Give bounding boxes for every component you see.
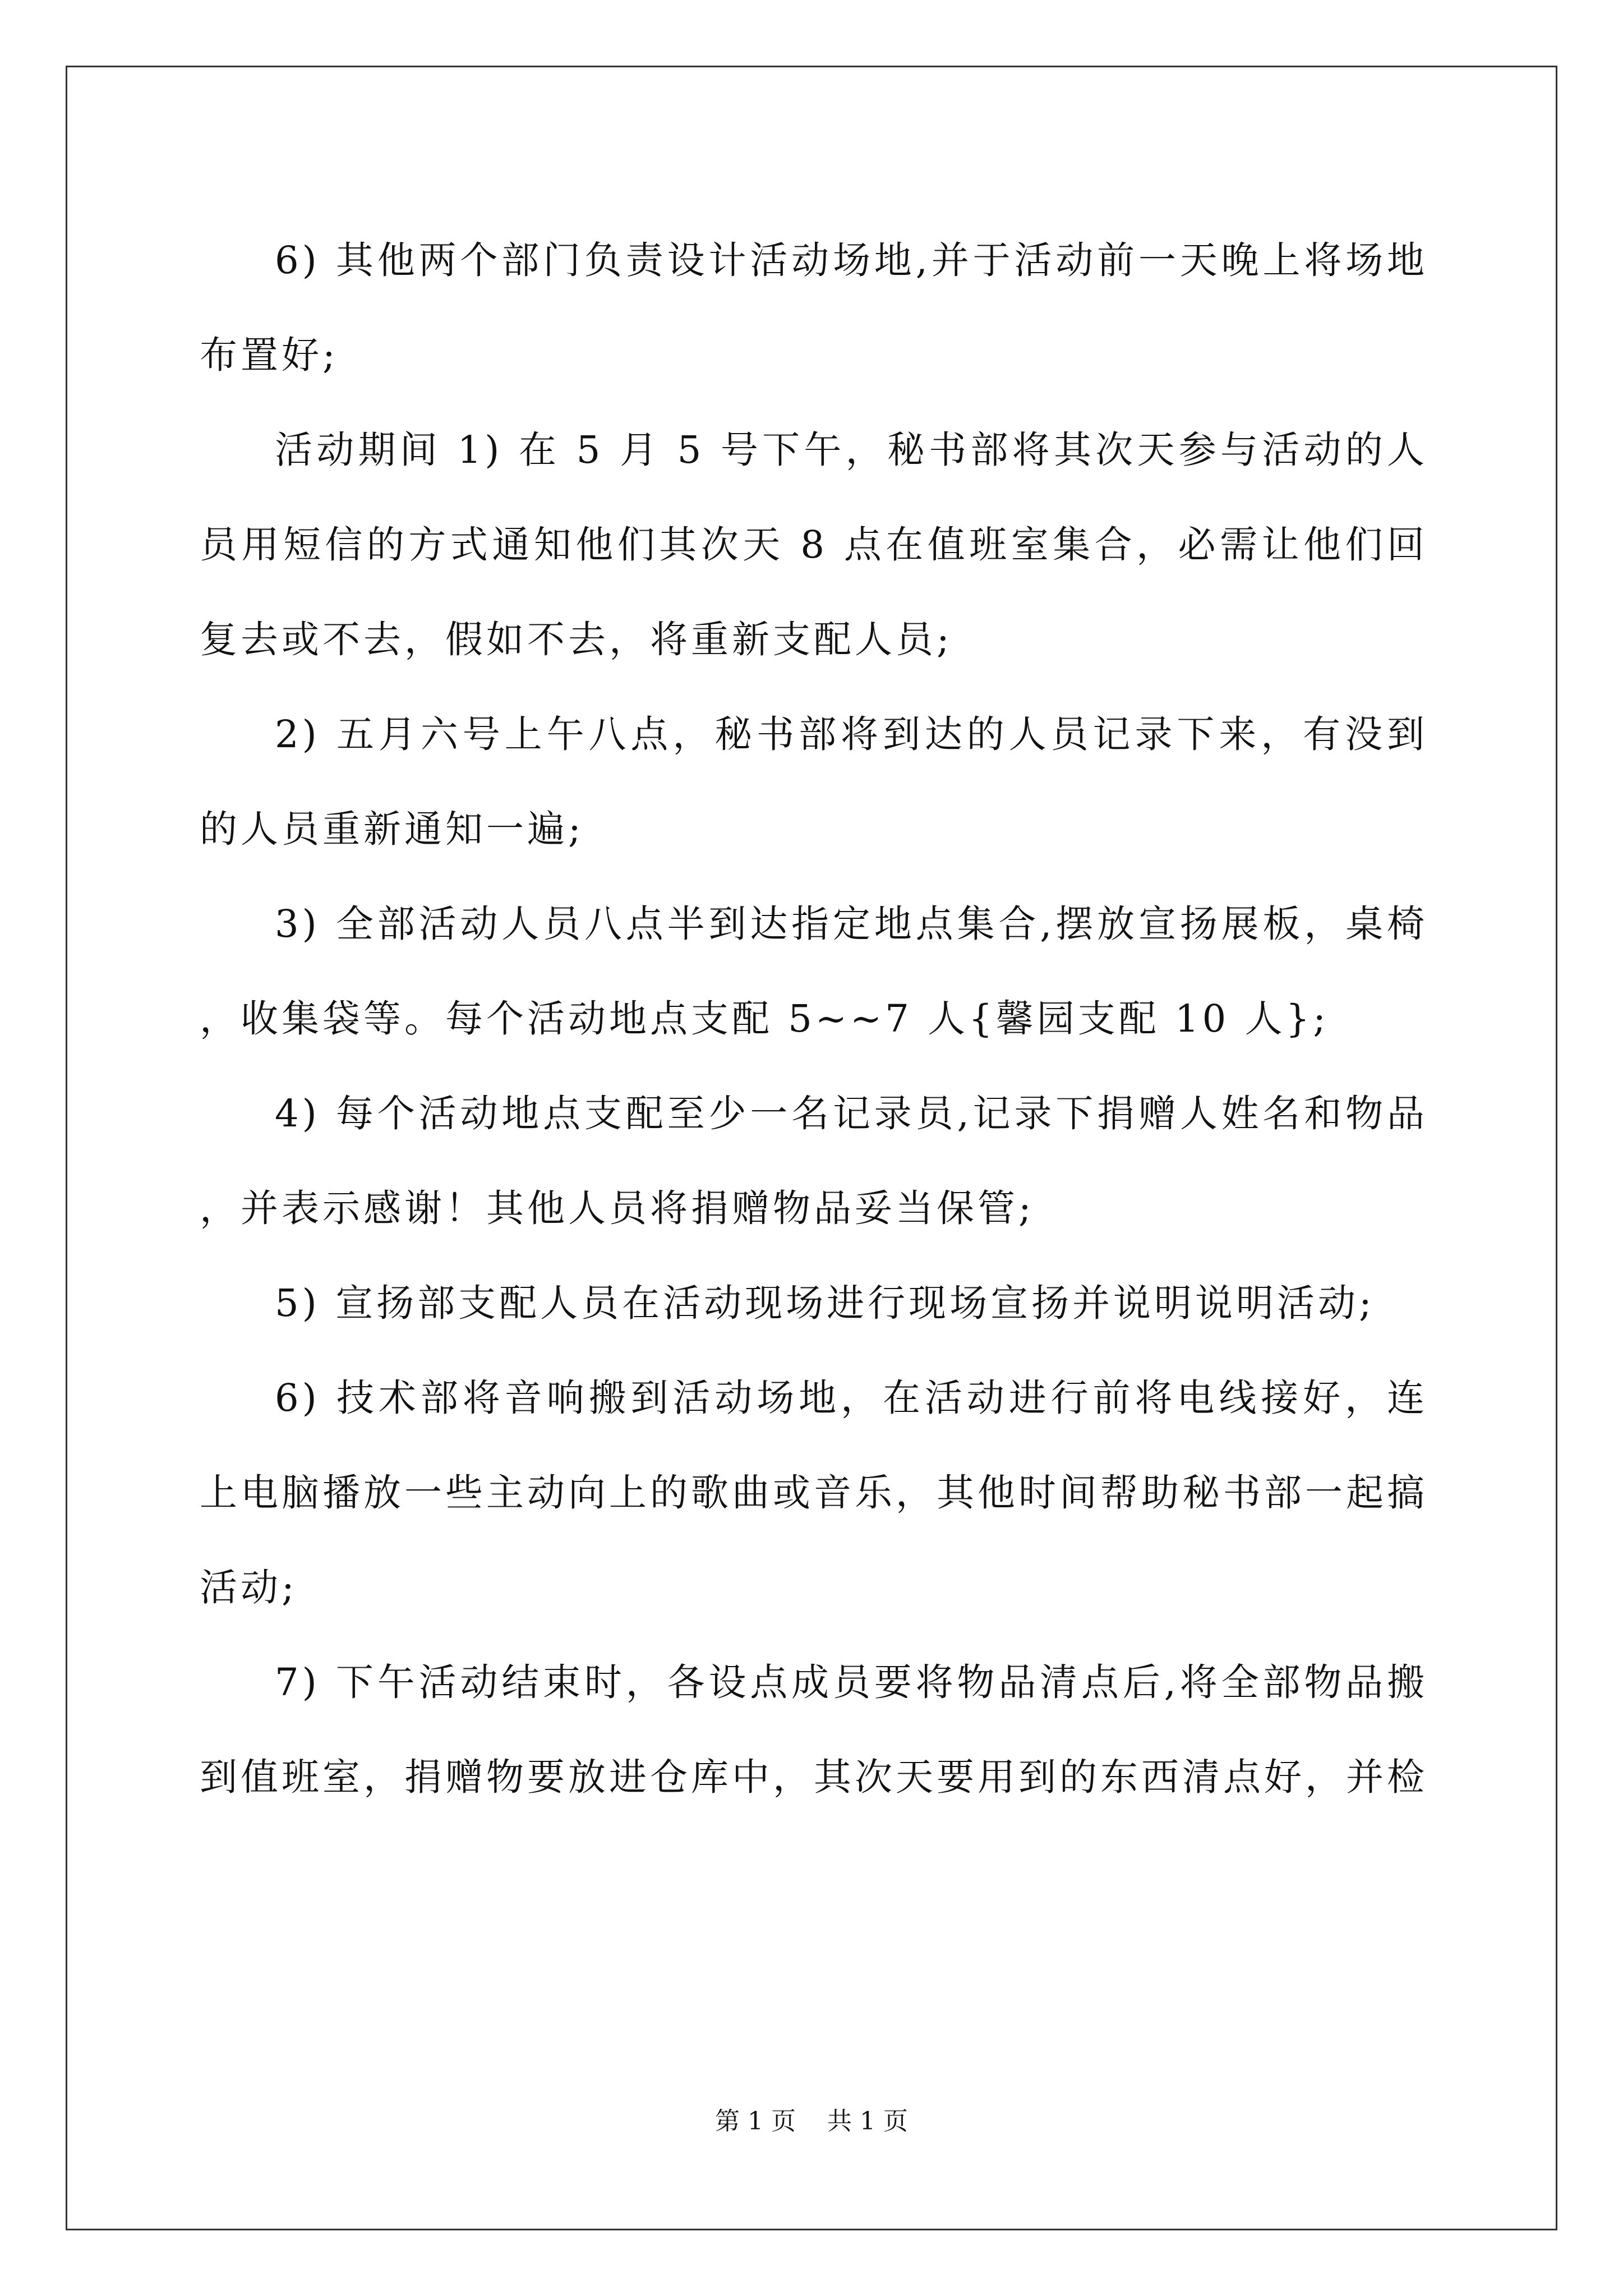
paragraph-2: 活动期间 1) 在 5 月 5 号下午，秘书部将其次天参与活动的人员用短信的方式通知他们其次天 8 点在值班室集合，必需让他们回复去或不去，假如不去，将重新支配人员;	[200, 428, 1428, 661]
document-body	[200, 213, 1428, 1825]
paragraph-3: 2) 五月六号上午八点，秘书部将到达的人员记录下来，有没到的人员重新通知一遍;	[200, 712, 1428, 851]
paragraph-6: 5) 宣扬部支配人员在活动现场进行现场宣扬并说明说明活动;	[275, 1281, 1375, 1325]
page-footer: 第 1 页 共 1 页	[715, 2107, 908, 2136]
paragraph-7: 6) 技术部将音响搬到活动场地，在活动进行前将电线接好，连上电脑播放一些主动向上的歌曲或音乐，其他时间帮助秘书部一起搞活动;	[200, 1376, 1428, 1609]
paragraph-8: 7) 下午活动结束时，各设点成员要将物品清点后,将全部物品搬到值班室，捐赠物要放进仓库中，其次天要用到的东西清点好，并检	[200, 1660, 1428, 1799]
paragraph-5: 4) 每个活动地点支配至少一名记录员,记录下捐赠人姓名和物品，并表示感谢！其他人员将捐赠物品妥当保管;	[200, 1092, 1428, 1230]
paragraph-1: 6) 其他两个部门负责设计活动场地,并于活动前一天晚上将场地布置好;	[200, 238, 1428, 377]
paragraph-4: 3) 全部活动人员八点半到达指定地点集合,摆放宣扬展板，桌椅，收集袋等。每个活动地点支配 5~~7 人{馨园支配 10 人};	[200, 902, 1428, 1041]
